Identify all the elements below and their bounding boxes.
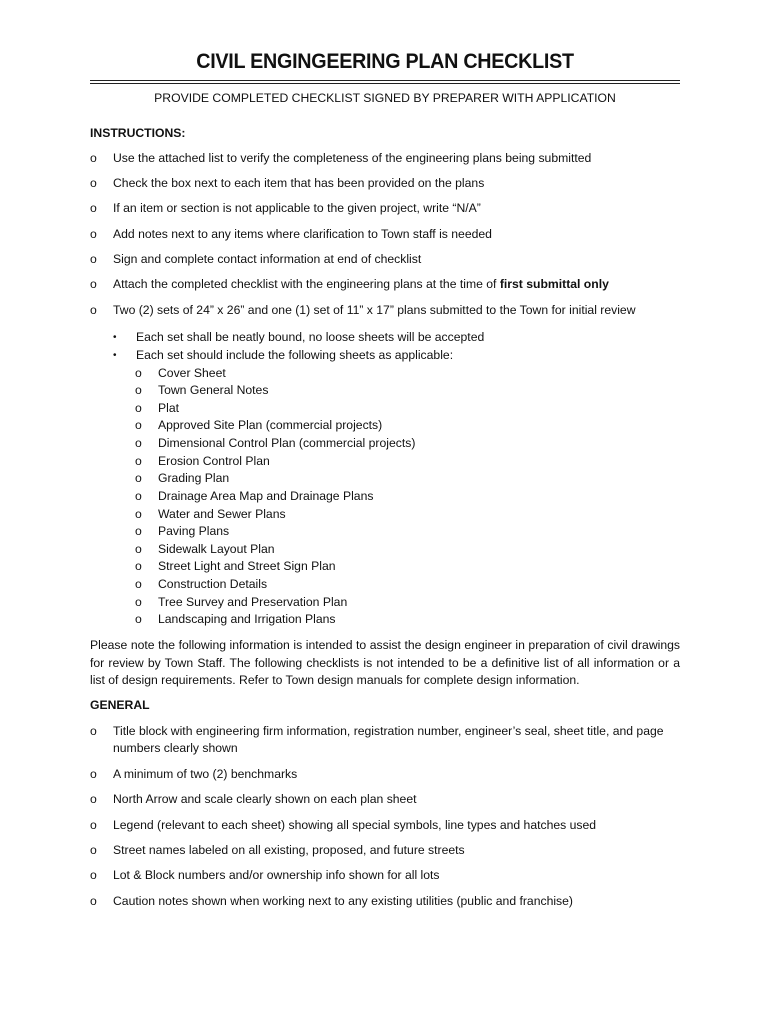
circle-bullet-icon: o — [135, 612, 142, 626]
sheet-text: Street Light and Street Sign Plan — [158, 559, 336, 573]
circle-bullet-icon: o — [135, 507, 142, 521]
circle-bullet-icon: o — [135, 595, 142, 609]
bullet-icon: • — [113, 332, 117, 343]
sheet-text: Grading Plan — [158, 471, 230, 485]
instruction-text: Add notes next to any items where clarification to Town staff is needed — [113, 227, 492, 241]
circle-bullet-icon: o — [135, 366, 142, 380]
circle-bullet-icon: o — [90, 868, 97, 882]
sheet-text: Dimensional Control Plan (commercial projects) — [158, 436, 416, 450]
general-heading: GENERAL — [90, 698, 150, 712]
instruction-text: Use the attached list to verify the completeness of the engineering plans being submitted — [113, 151, 592, 165]
sheet-text: Approved Site Plan (commercial projects) — [158, 418, 383, 432]
sheet-text: Landscaping and Irrigation Plans — [158, 612, 336, 626]
circle-bullet-icon: o — [90, 176, 97, 190]
instruction-text: Sign and complete contact information at end of checklist — [113, 252, 422, 266]
sheet-text: Drainage Area Map and Drainage Plans — [158, 489, 374, 503]
sets-text: Two (2) sets of 24” x 26” and one (1) set of 11” x 17” plans submitted to the Town for initial review — [113, 303, 636, 317]
sheet-text: Town General Notes — [158, 383, 269, 397]
circle-bullet-icon: o — [90, 724, 97, 738]
title-rule-bottom — [90, 83, 680, 84]
circle-bullet-icon: o — [135, 559, 142, 573]
circle-bullet-icon: o — [90, 151, 97, 165]
circle-bullet-icon: o — [135, 489, 142, 503]
circle-bullet-icon: o — [90, 767, 97, 781]
instruction-text: Check the box next to each item that has been provided on the plans — [113, 176, 485, 190]
general-text: A minimum of two (2) benchmarks — [113, 767, 298, 781]
instructions-heading: INSTRUCTIONS: — [90, 126, 186, 140]
circle-bullet-icon: o — [135, 401, 142, 415]
circle-bullet-icon: o — [90, 227, 97, 241]
circle-bullet-icon: o — [90, 303, 97, 317]
general-text: Lot & Block numbers and/or ownership info shown for all lots — [113, 868, 440, 882]
bullet-text: Each set shall be neatly bound, no loose sheets will be accepted — [136, 330, 485, 344]
sheet-text: Water and Sewer Plans — [158, 507, 286, 521]
sheet-text: Sidewalk Layout Plan — [158, 542, 275, 556]
circle-bullet-icon: o — [90, 201, 97, 215]
instruction-text: If an item or section is not applicable to the given project, write “N/A” — [113, 201, 481, 215]
circle-bullet-icon: o — [90, 792, 97, 806]
circle-bullet-icon: o — [135, 436, 142, 450]
page-title: CIVIL ENGINGEERING PLAN CHECKLIST — [196, 50, 574, 73]
title-rule-top — [90, 80, 680, 81]
sheet-text: Tree Survey and Preservation Plan — [158, 595, 348, 609]
sheet-text: Construction Details — [158, 577, 268, 591]
general-text: Legend (relevant to each sheet) showing all special symbols, line types and hatches used — [113, 818, 597, 832]
sheet-text: Plat — [158, 401, 180, 415]
circle-bullet-icon: o — [90, 843, 97, 857]
sheet-text: Cover Sheet — [158, 366, 226, 380]
design-note-paragraph: Please note the following information is intended to assist the design engineer in preparation of civil drawings for review by Town Staff. The following checklists is not intended to be a definitive list of all information or a list of design requirements. Refer to Town design manuals for complete design information. — [90, 638, 680, 687]
bullet-icon: • — [113, 350, 117, 361]
first-submittal-emphasis: first submittal only — [499, 277, 609, 291]
circle-bullet-icon: o — [90, 818, 97, 832]
sheet-text: Erosion Control Plan — [158, 454, 270, 468]
circle-bullet-icon: o — [90, 277, 97, 291]
attach-text: Attach the completed checklist with the engineering plans at the time of — [113, 277, 500, 291]
general-text: Title block with engineering firm information, registration number, engineer’s seal, sheet title, and page numbers clearly shown — [113, 724, 664, 755]
page-subtitle: PROVIDE COMPLETED CHECKLIST SIGNED BY PREPARER WITH APPLICATION — [154, 91, 616, 105]
circle-bullet-icon: o — [90, 252, 97, 266]
circle-bullet-icon: o — [135, 418, 142, 432]
bullet-text: Each set should include the following sheets as applicable: — [136, 348, 454, 362]
general-text: Caution notes shown when working next to any existing utilities (public and franchise) — [113, 894, 573, 908]
general-text: North Arrow and scale clearly shown on each plan sheet — [113, 792, 417, 806]
circle-bullet-icon: o — [135, 383, 142, 397]
circle-bullet-icon: o — [135, 524, 142, 538]
circle-bullet-icon: o — [90, 894, 97, 908]
circle-bullet-icon: o — [135, 542, 142, 556]
general-text: Street names labeled on all existing, proposed, and future streets — [113, 843, 465, 857]
circle-bullet-icon: o — [135, 577, 142, 591]
circle-bullet-icon: o — [135, 471, 142, 485]
sheet-text: Paving Plans — [158, 524, 230, 538]
circle-bullet-icon: o — [135, 454, 142, 468]
